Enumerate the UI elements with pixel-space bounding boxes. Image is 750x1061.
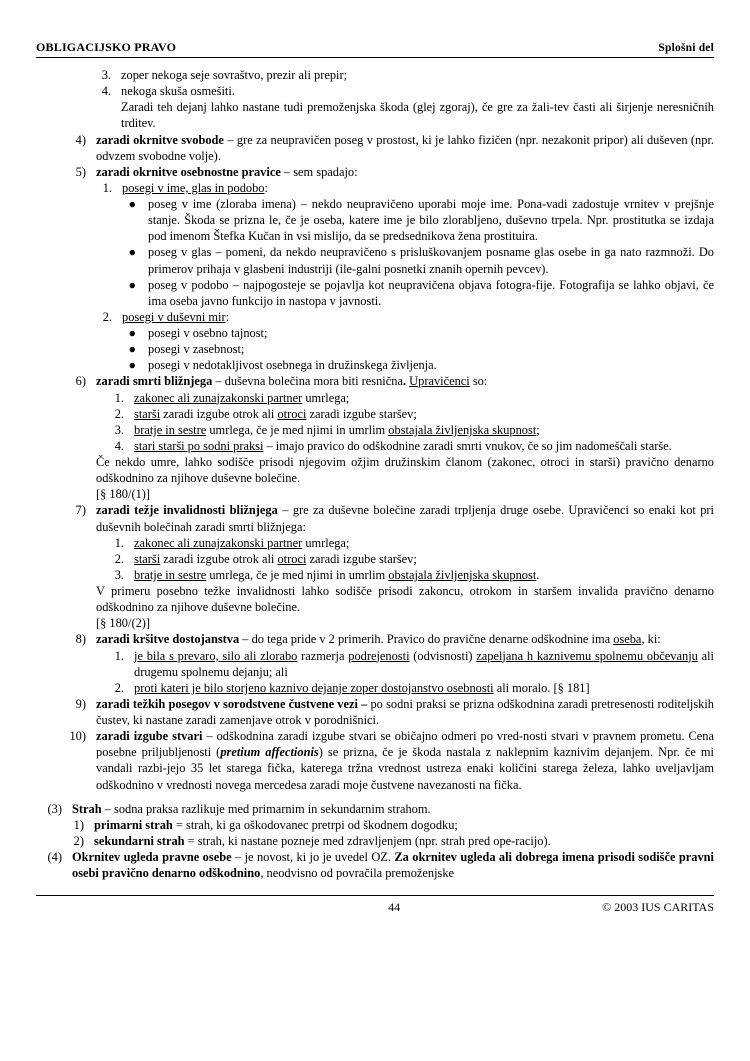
list-text bbox=[86, 631, 714, 647]
list-item bbox=[36, 67, 714, 83]
bullet-icon: ● bbox=[128, 358, 136, 373]
seg: zaradi izgube otrok ali bbox=[160, 406, 278, 421]
list-text bbox=[86, 373, 714, 389]
list-text-rest: – sem spadajo: bbox=[280, 164, 358, 179]
seg-u-2: otroci bbox=[277, 551, 307, 566]
header-title-right: Splošni del bbox=[658, 42, 714, 54]
bullet-item bbox=[36, 277, 714, 309]
bullet-icon: ● bbox=[128, 277, 136, 292]
reference-180-1: [§ 180/(1)] bbox=[96, 487, 151, 502]
bullet-icon: ● bbox=[128, 197, 136, 211]
bullet-text: poseg v podobo – najpogosteje se pojavlja kot neupravičena objava fotogra-fije. Fotografija se lahko objavi, če ima oseba javno funkcijo in nastopa v javnosti. bbox=[148, 277, 714, 308]
seg-2: (odvisnosti) bbox=[409, 648, 477, 663]
list-text bbox=[124, 551, 714, 567]
list-item bbox=[36, 551, 714, 567]
seg: ali moralo. [§ 181] bbox=[493, 680, 590, 695]
list-text bbox=[112, 309, 714, 325]
list-text-bold: zaradi okrnitve osebnostne pravice bbox=[96, 164, 281, 179]
bullet-icon: ● bbox=[128, 245, 136, 260]
list-text bbox=[124, 390, 714, 406]
list-item bbox=[36, 132, 714, 164]
list-text-rest: = strah, ki ga oškodovanec pretrpi od škodnem dogodku; bbox=[172, 817, 458, 832]
list-text-bold-2: . bbox=[402, 374, 407, 389]
header-title-left: OBLIGACIJSKO PRAVO bbox=[36, 40, 177, 54]
list-marker: 10) bbox=[69, 729, 86, 744]
seg-u: starši bbox=[134, 551, 161, 566]
list-item bbox=[36, 849, 714, 881]
list-text-rest: : bbox=[264, 180, 268, 195]
list-text: nekoga skuša osmešiti. bbox=[121, 84, 235, 99]
list-text-underline: posegi v ime, glas in podobo bbox=[122, 180, 265, 195]
seg-u-2: otroci bbox=[277, 406, 307, 421]
list-marker: 2. bbox=[114, 680, 124, 695]
bullet-text: posegi v osebno tajnost; bbox=[148, 326, 268, 340]
list-text bbox=[86, 728, 714, 793]
reference-180-2: [§ 180/(2)] bbox=[96, 616, 151, 631]
list-item bbox=[36, 406, 714, 422]
list-text-rest: – duševna bolečina mora biti resnična bbox=[212, 374, 403, 389]
seg-u-3: zapeljana h kaznivemu spolnemu občevanju bbox=[476, 648, 698, 663]
list-item bbox=[36, 631, 714, 647]
bullet-text: poseg v glas – pomeni, da nekdo neupravičeno s prisluškovanjem posname glas osebe in ga nato razmnoži. Do primerov prihaja v glasbeni industriji (ile-galni posnetki znanih opernih pevcev). bbox=[148, 245, 714, 276]
seg: zaradi izgube otrok ali bbox=[160, 551, 278, 566]
list-item bbox=[36, 164, 714, 180]
seg-u-2: obstajala življenjska skupnost bbox=[388, 567, 537, 582]
list-text bbox=[124, 438, 714, 454]
list-text-bold: zaradi težkih posegov v sorodstvene čustvene vezi – bbox=[96, 696, 368, 711]
list-marker: 4. bbox=[114, 438, 124, 453]
seg-u: zakonec ali zunajzakonski partner bbox=[134, 390, 303, 405]
list-item bbox=[36, 422, 714, 438]
list-item bbox=[36, 309, 714, 325]
list-text-bold: zaradi izgube stvari bbox=[96, 729, 203, 744]
list-text-rest: – je novost, ki jo je uvedel OZ. bbox=[231, 850, 395, 864]
paragraph-6-end: Če nekdo umre, lahko sodišče prisodi njegovim ožjim družinskim članom (zakonec, otroci in starši) pravično denarno odškodnino za njihove duševne bolečine. bbox=[96, 455, 714, 486]
list-marker: 8) bbox=[75, 632, 86, 647]
list-text-rest-2: so: bbox=[469, 374, 488, 389]
seg-u-2: podrejenosti bbox=[348, 648, 410, 663]
list-text-bold: zaradi smrti bližnjega bbox=[96, 374, 213, 389]
page-header bbox=[36, 40, 714, 55]
list-item bbox=[36, 801, 714, 817]
list-text-rest-2: , ki: bbox=[641, 632, 661, 647]
list-text-underline: oseba bbox=[613, 632, 642, 647]
list-item bbox=[36, 373, 714, 389]
list-marker: 2) bbox=[73, 833, 84, 848]
list-text-bold: primarni strah bbox=[94, 817, 173, 832]
list-item bbox=[36, 438, 714, 454]
seg-u: stari starši po sodni praksi bbox=[134, 438, 264, 453]
seg-u: proti kateri je bilo storjeno kaznivo dejanje zoper dostojanstvo osebnosti bbox=[134, 680, 494, 695]
list-text-italic: pretium affectionis bbox=[220, 745, 319, 760]
list-text-bold-2: Za okrnitev ugleda ali dobrega imena prisodi sodišče pravni osebi pravično denarno odškodnino bbox=[72, 850, 714, 881]
seg: umrlega; bbox=[302, 390, 350, 405]
document-content bbox=[36, 67, 714, 881]
page-number: 44 bbox=[388, 900, 401, 915]
paragraph-zaradi: Zaradi teh dejanj lahko nastane tudi premoženjska škoda (glej zgoraj), če gre za žali-tev časti ali širjenje neresničnih trditev. bbox=[121, 100, 714, 131]
list-marker: (4) bbox=[47, 850, 62, 864]
seg-3: ali drugemu spolnemu dejanju; ali bbox=[134, 648, 715, 679]
page-footer bbox=[36, 900, 714, 915]
list-text-bold: zaradi okrnitve svobode bbox=[96, 132, 224, 147]
list-text bbox=[86, 132, 714, 164]
list-text-underline: posegi v duševni mir bbox=[122, 309, 226, 324]
list-item bbox=[36, 648, 714, 680]
list-item bbox=[36, 83, 714, 99]
seg-2: . bbox=[536, 567, 540, 582]
list-text bbox=[124, 535, 714, 551]
footer-divider bbox=[36, 895, 714, 896]
list-text bbox=[62, 849, 714, 881]
list-marker: 1. bbox=[114, 648, 124, 663]
list-marker: 3. bbox=[114, 567, 124, 582]
bullet-icon: ● bbox=[128, 342, 136, 357]
list-marker: 1. bbox=[114, 390, 124, 405]
bullet-text: poseg v ime (zloraba imena) – nekdo neupravičeno uporabi moje ime. Pona-vadi zadostuje vrnitev v prejšnje stanje. Škoda se prizna le, če je oseba, katere ime je bilo zlorabljeno, duševno trpela. Npr. prostitutka se izdaja pod imenom Štefka Kučan in vsi mislijo, da se predsednikova žena prostituira. bbox=[148, 197, 714, 244]
seg-u: zakonec ali zunajzakonski partner bbox=[134, 535, 303, 550]
bullet-item bbox=[36, 325, 714, 341]
seg-u: je bila s prevaro, silo ali zlorabo bbox=[134, 648, 298, 663]
seg-u-2: obstajala življenjska skupnost bbox=[388, 422, 537, 437]
header-divider bbox=[36, 57, 714, 58]
list-text-rest: – odškodnina zaradi izgube stvari se običajno odmeri po vred-nosti stvari v pravnem prometu. Cena posebne priljubljenosti ( bbox=[96, 729, 714, 760]
list-item bbox=[36, 502, 714, 534]
list-marker: 1) bbox=[73, 817, 84, 832]
list-text bbox=[62, 801, 714, 817]
list-text-rest: – do tega pride v 2 primerih. Pravico do pravične denarne odškodnine ima bbox=[239, 632, 614, 647]
list-marker: 4. bbox=[101, 84, 111, 99]
list-marker: 3. bbox=[101, 68, 111, 82]
list-text bbox=[124, 567, 714, 583]
list-text bbox=[124, 648, 714, 680]
list-text bbox=[84, 833, 714, 849]
list-text-underline: Upravičenci bbox=[409, 374, 470, 389]
seg-u: bratje in sestre bbox=[134, 567, 207, 582]
list-marker: 1. bbox=[102, 180, 112, 195]
list-text-bold: zaradi težje invalidnosti bližnjega bbox=[96, 503, 278, 518]
list-text-rest: – sodna praksa razlikuje med primarnim in sekundarnim strahom. bbox=[101, 801, 431, 816]
list-text-rest-2: ) se prizna, če je škoda nastala z naklepnim kaznivim dejanjem. Npr. če mi vandali razbi-jejo 35 let starega fička, katerega tržna vrednost ustreza enaki količini starega železa, lahko uveljavljam odškodnino v vrednosti novega mercedesa zaradi moje čustvene navezanosti na fička. bbox=[96, 745, 714, 792]
list-text-bold: sekundarni strah bbox=[94, 833, 185, 848]
list-marker: 2. bbox=[102, 309, 112, 324]
seg: umrlega; bbox=[302, 535, 350, 550]
bullet-icon: ● bbox=[128, 326, 136, 340]
list-text-rest: – gre za neupravičen poseg v prostost, ki je lahko fizičen (npr. nezakonit pripor) ali duševen (npr. odvzem svobodne volje). bbox=[96, 132, 714, 163]
list-marker: 5) bbox=[75, 164, 86, 179]
bullet-item bbox=[36, 244, 714, 276]
list-item bbox=[36, 390, 714, 406]
seg: umrlega, če je med njimi in umrlim bbox=[206, 567, 389, 582]
bullet-text: posegi v nedotakljivost osebnega in družinskega življenja. bbox=[148, 358, 437, 373]
seg-u: bratje in sestre bbox=[134, 422, 207, 437]
list-text bbox=[124, 406, 714, 422]
list-marker: 3. bbox=[114, 422, 124, 437]
seg-2: zaradi izgube staršev; bbox=[306, 406, 417, 421]
list-text bbox=[86, 502, 714, 534]
list-text-bold: Strah bbox=[72, 801, 102, 816]
list-text-bold: Okrnitev ugleda pravne osebe bbox=[72, 850, 232, 864]
bullet-item bbox=[36, 196, 714, 244]
list-text-rest: po sodni praksi se prizna odškodnina zaradi pretresenosti roditeljskih čustev, ki nastane zaradi zamenjave otrok v porodnišnici. bbox=[96, 696, 714, 727]
list-marker: 9) bbox=[75, 696, 86, 711]
list-text-rest-2: , neodvisno od povračila premoženjske bbox=[260, 866, 455, 881]
list-text-rest: : bbox=[225, 309, 230, 324]
bullet-item bbox=[36, 357, 714, 373]
list-marker: (3) bbox=[47, 801, 62, 816]
list-marker: 4) bbox=[75, 132, 86, 147]
list-marker: 7) bbox=[75, 503, 86, 518]
list-item bbox=[36, 535, 714, 551]
list-text-rest: – gre za duševne bolečine zaradi trpljenja druge osebe. Upravičenci so enaki kot pri duševnih bolečinah zaradi smrti bližnjega: bbox=[96, 503, 714, 534]
seg: razmerja bbox=[297, 648, 349, 663]
bullet-item bbox=[36, 341, 714, 357]
list-item bbox=[36, 817, 714, 833]
list-item bbox=[36, 696, 714, 728]
list-item bbox=[36, 728, 714, 793]
list-text bbox=[84, 817, 714, 833]
list-text-bold: zaradi kršitve dostojanstva bbox=[96, 632, 240, 647]
seg: umrlega, če je med njimi in umrlim bbox=[206, 422, 389, 437]
list-marker: 2. bbox=[114, 551, 124, 566]
list-item bbox=[36, 680, 714, 696]
paragraph-7-end: V primeru posebno težke invalidnosti lahko sodišče prisodi zakoncu, otrokom in staršem invalida pravično denarno odškodnino za njihove duševne bolečine. bbox=[96, 584, 714, 615]
copyright-notice: © 2003 IUS CARITAS bbox=[602, 900, 714, 915]
list-text-rest: = strah, ki nastane pozneje med zdravljenjem (npr. strah pred ope-racijo). bbox=[184, 833, 551, 848]
list-text bbox=[86, 696, 714, 728]
seg: – imajo pravico do odškodnine zaradi smrti vnukov, če so jim nadomeščali starše. bbox=[263, 438, 672, 453]
list-text bbox=[124, 422, 714, 438]
list-item bbox=[36, 180, 714, 196]
seg-2: ; bbox=[536, 422, 540, 437]
seg-2: zaradi izgube staršev; bbox=[306, 551, 417, 566]
list-text bbox=[86, 164, 714, 180]
list-item bbox=[36, 567, 714, 583]
list-text bbox=[112, 180, 714, 196]
list-marker: 1. bbox=[114, 535, 124, 550]
list-text: zoper nekoga seje sovraštvo, prezir ali prepir; bbox=[121, 68, 348, 82]
list-text bbox=[124, 680, 714, 696]
list-marker: 2. bbox=[114, 406, 124, 421]
list-item bbox=[36, 833, 714, 849]
bullet-text: posegi v zasebnost; bbox=[148, 342, 245, 357]
list-marker: 6) bbox=[75, 374, 86, 389]
seg-u: starši bbox=[134, 406, 161, 421]
